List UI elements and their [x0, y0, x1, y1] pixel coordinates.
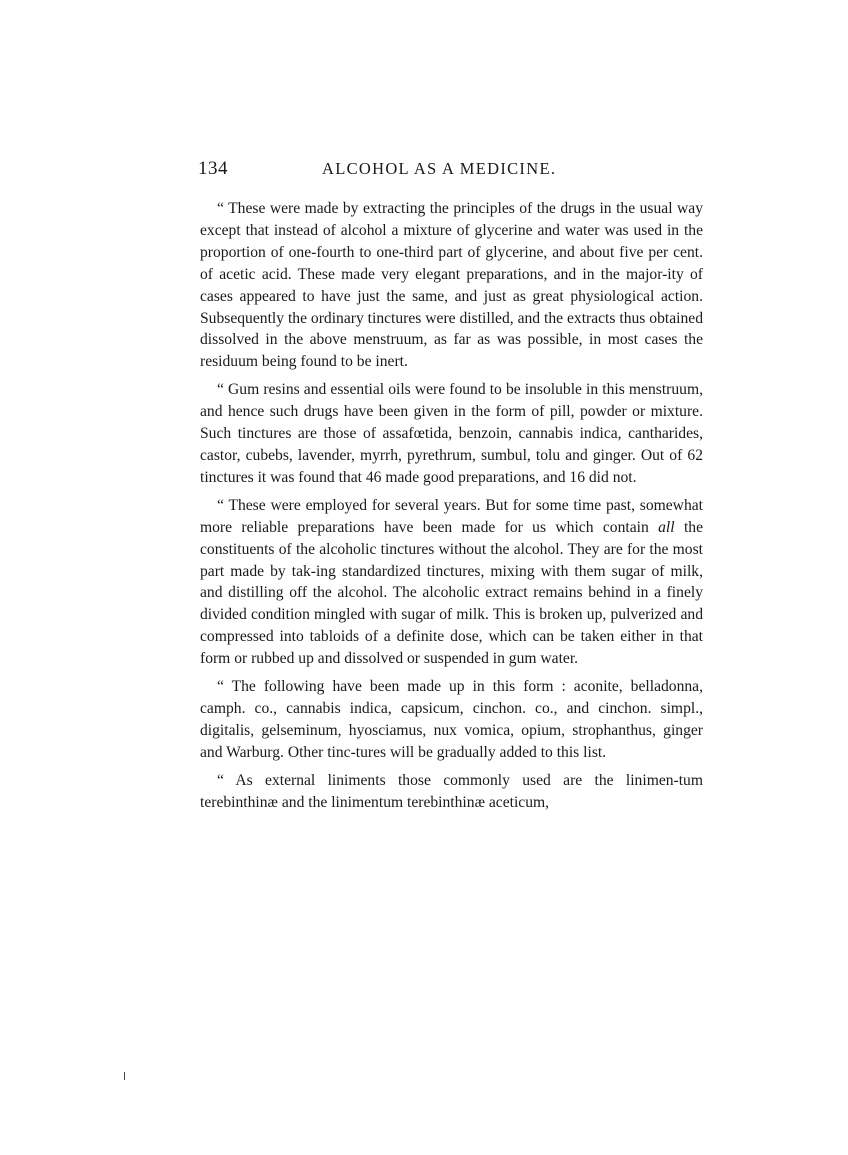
running-title: ALCOHOL AS A MEDICINE. — [322, 159, 557, 178]
paragraph-external-liniments: “ As external liniments those commonly used are the linimen-tum terebinthinæ and the linimentum terebinthinæ aceticum, — [200, 771, 703, 811]
paragraph-gum-resins: “ Gum resins and essential oils were found to be insoluble in this menstruum, and hence such drugs have been given in the form of pill, powder or mixture. Such tinctures are those of assafœtida, benzoin, cannabis indica, cantharides, castor, cubebs, lavender, myrrh, pyrethrum, sumbul, tolu and ginger. Out of 62 tinctures it was found that 46 made good preparations, and 16 did not. — [200, 381, 703, 486]
paragraph-tabloid-list: “ The following have been made up in this form : aconite, belladonna, camph. co., cannabis indica, capsicum, cinchon. co., and cinchon. simpl., digitalis, gelseminum, hyosciamus, nux vomica, opium, strophanthus, ginger and Warburg. Other tinc-tures will be gradually added to this list. — [200, 678, 703, 761]
paragraph-text-end: the constituents of the alcoholic tinctures without the alcohol. They are for the most part made by tak-ing standardized tinctures, mixing with them sugar of milk, and distilling off the alcohol. The alcoholic extract remains behind in a finely divided condition mingled with sugar of milk. This is broken up, pulverized and compressed into tabloids of a definite dose, which can be taken either in that form or rubbed up and dissolved or suspended in gum water. — [200, 518, 704, 668]
page-number: 134 — [198, 158, 228, 179]
scan-mark — [124, 1072, 125, 1080]
body-text — [200, 198, 703, 813]
paragraph-text-start: “ These were employed for several years. But for some time past, somewhat more reliable preparations have been made for us which contain — [200, 496, 703, 536]
emphasis-all: all — [658, 518, 675, 536]
paragraph-glycerine-menstruum: “ These were made by extracting the principles of the drugs in the usual way except that instead of alcohol a mixture of glycerine and water was used in the proportion of one-fourth to one-third part of glycerine, and about five per cent. of acetic acid. These made very elegant preparations, and in the major-ity of cases appeared to have just the same, and just as great physiological action. Subsequently the ordinary tinctures were distilled, and the extracts thus obtained dissolved in the above menstruum, as far as was possible, in most cases the residuum being found to be inert. — [200, 200, 703, 371]
paragraph-reliable-preparations — [200, 495, 703, 670]
page-header — [198, 158, 708, 182]
